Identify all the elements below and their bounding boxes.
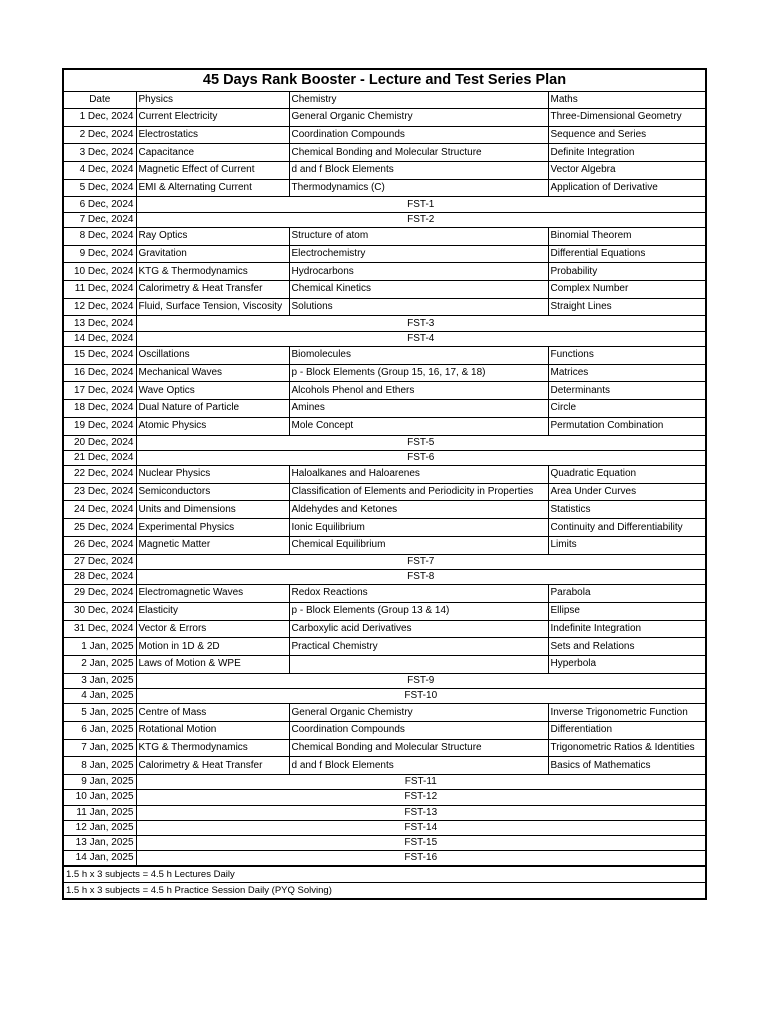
test-cell: FST-1 bbox=[136, 197, 706, 212]
test-cell: FST-3 bbox=[136, 316, 706, 331]
physics-cell: Centre of Mass bbox=[136, 704, 289, 722]
table-row bbox=[63, 554, 706, 569]
test-cell: FST-11 bbox=[136, 774, 706, 789]
title-row bbox=[63, 69, 706, 92]
table-row bbox=[63, 501, 706, 519]
maths-cell: Indefinite Integration bbox=[548, 620, 706, 638]
table-row bbox=[63, 638, 706, 656]
header-row bbox=[63, 92, 706, 109]
maths-cell: Straight Lines bbox=[548, 298, 706, 316]
date-cell: 5 Dec, 2024 bbox=[63, 179, 136, 197]
date-cell: 25 Dec, 2024 bbox=[63, 519, 136, 537]
table-row bbox=[63, 162, 706, 180]
table-row bbox=[63, 569, 706, 584]
chemistry-cell: Chemical Bonding and Molecular Structure bbox=[289, 739, 548, 757]
chemistry-cell: Biomolecules bbox=[289, 347, 548, 365]
table-title: 45 Days Rank Booster - Lecture and Test Series Plan bbox=[63, 69, 706, 92]
maths-cell: Inverse Trigonometric Function bbox=[548, 704, 706, 722]
date-cell: 4 Jan, 2025 bbox=[63, 688, 136, 703]
date-cell: 1 Dec, 2024 bbox=[63, 109, 136, 127]
maths-cell: Circle bbox=[548, 400, 706, 418]
table-row bbox=[63, 483, 706, 501]
physics-cell: Nuclear Physics bbox=[136, 466, 289, 484]
table-row bbox=[63, 245, 706, 263]
physics-cell: Vector & Errors bbox=[136, 620, 289, 638]
chemistry-cell: Coordination Compounds bbox=[289, 721, 548, 739]
date-cell: 26 Dec, 2024 bbox=[63, 536, 136, 554]
date-cell: 6 Jan, 2025 bbox=[63, 721, 136, 739]
table-row bbox=[63, 585, 706, 603]
maths-cell: Binomial Theorem bbox=[548, 228, 706, 246]
date-cell: 20 Dec, 2024 bbox=[63, 435, 136, 450]
date-cell: 8 Dec, 2024 bbox=[63, 228, 136, 246]
header-date: Date bbox=[63, 92, 136, 109]
date-cell: 3 Jan, 2025 bbox=[63, 673, 136, 688]
test-cell: FST-4 bbox=[136, 331, 706, 346]
footer-row bbox=[63, 883, 706, 900]
physics-cell: Wave Optics bbox=[136, 382, 289, 400]
date-cell: 5 Jan, 2025 bbox=[63, 704, 136, 722]
chemistry-cell: Practical Chemistry bbox=[289, 638, 548, 656]
table-row bbox=[63, 228, 706, 246]
table-row bbox=[63, 790, 706, 805]
physics-cell: Magnetic Effect of Current bbox=[136, 162, 289, 180]
date-cell: 19 Dec, 2024 bbox=[63, 417, 136, 435]
test-cell: FST-2 bbox=[136, 212, 706, 227]
date-cell: 14 Dec, 2024 bbox=[63, 331, 136, 346]
table-row bbox=[63, 655, 706, 673]
test-cell: FST-7 bbox=[136, 554, 706, 569]
date-cell: 6 Dec, 2024 bbox=[63, 197, 136, 212]
chemistry-cell: Chemical Kinetics bbox=[289, 281, 548, 299]
physics-cell: Dual Nature of Particle bbox=[136, 400, 289, 418]
maths-cell: Area Under Curves bbox=[548, 483, 706, 501]
table-row bbox=[63, 298, 706, 316]
physics-cell: Calorimetry & Heat Transfer bbox=[136, 757, 289, 775]
chemistry-cell: Amines bbox=[289, 400, 548, 418]
physics-cell: Motion in 1D & 2D bbox=[136, 638, 289, 656]
chemistry-cell: Hydrocarbons bbox=[289, 263, 548, 281]
table-row bbox=[63, 536, 706, 554]
physics-cell: Rotational Motion bbox=[136, 721, 289, 739]
maths-cell: Functions bbox=[548, 347, 706, 365]
table-row bbox=[63, 263, 706, 281]
table-row bbox=[63, 704, 706, 722]
maths-cell: Quadratic Equation bbox=[548, 466, 706, 484]
table-row bbox=[63, 126, 706, 144]
physics-cell: Oscillations bbox=[136, 347, 289, 365]
chemistry-cell: Structure of atom bbox=[289, 228, 548, 246]
date-cell: 2 Jan, 2025 bbox=[63, 655, 136, 673]
date-cell: 29 Dec, 2024 bbox=[63, 585, 136, 603]
chemistry-cell: p - Block Elements (Group 15, 16, 17, & 18) bbox=[289, 364, 548, 382]
table-row bbox=[63, 673, 706, 688]
chemistry-cell: d and f Block Elements bbox=[289, 162, 548, 180]
date-cell: 28 Dec, 2024 bbox=[63, 569, 136, 584]
date-cell: 3 Dec, 2024 bbox=[63, 144, 136, 162]
chemistry-cell: Thermodynamics (C) bbox=[289, 179, 548, 197]
table-row bbox=[63, 820, 706, 835]
maths-cell: Permutation Combination bbox=[548, 417, 706, 435]
chemistry-cell: Solutions bbox=[289, 298, 548, 316]
chemistry-cell: d and f Block Elements bbox=[289, 757, 548, 775]
table-row bbox=[63, 757, 706, 775]
maths-cell: Definite Integration bbox=[548, 144, 706, 162]
maths-cell: Application of Derivative bbox=[548, 179, 706, 197]
table-row bbox=[63, 417, 706, 435]
table-row bbox=[63, 721, 706, 739]
table-row bbox=[63, 197, 706, 212]
maths-cell: Probability bbox=[548, 263, 706, 281]
physics-cell: KTG & Thermodynamics bbox=[136, 739, 289, 757]
test-cell: FST-10 bbox=[136, 688, 706, 703]
physics-cell: Electromagnetic Waves bbox=[136, 585, 289, 603]
physics-cell: Fluid, Surface Tension, Viscosity bbox=[136, 298, 289, 316]
table-row bbox=[63, 331, 706, 346]
chemistry-cell: Mole Concept bbox=[289, 417, 548, 435]
table-row bbox=[63, 450, 706, 465]
table-row bbox=[63, 805, 706, 820]
chemistry-cell: Electrochemistry bbox=[289, 245, 548, 263]
date-cell: 22 Dec, 2024 bbox=[63, 466, 136, 484]
date-cell: 10 Dec, 2024 bbox=[63, 263, 136, 281]
maths-cell: Sequence and Series bbox=[548, 126, 706, 144]
date-cell: 12 Dec, 2024 bbox=[63, 298, 136, 316]
date-cell: 8 Jan, 2025 bbox=[63, 757, 136, 775]
table-row bbox=[63, 519, 706, 537]
table-row bbox=[63, 400, 706, 418]
maths-cell: Limits bbox=[548, 536, 706, 554]
maths-cell: Complex Number bbox=[548, 281, 706, 299]
chemistry-cell: Chemical Bonding and Molecular Structure bbox=[289, 144, 548, 162]
table-row bbox=[63, 347, 706, 365]
table-row bbox=[63, 435, 706, 450]
table-row bbox=[63, 212, 706, 227]
date-cell: 10 Jan, 2025 bbox=[63, 790, 136, 805]
physics-cell: Ray Optics bbox=[136, 228, 289, 246]
maths-cell: Determinants bbox=[548, 382, 706, 400]
header-maths: Maths bbox=[548, 92, 706, 109]
table-row bbox=[63, 281, 706, 299]
date-cell: 15 Dec, 2024 bbox=[63, 347, 136, 365]
table-row bbox=[63, 179, 706, 197]
test-cell: FST-6 bbox=[136, 450, 706, 465]
table-row bbox=[63, 602, 706, 620]
maths-cell: Ellipse bbox=[548, 602, 706, 620]
table-row bbox=[63, 466, 706, 484]
physics-cell: Elasticity bbox=[136, 602, 289, 620]
table-row bbox=[63, 688, 706, 703]
chemistry-cell: General Organic Chemistry bbox=[289, 704, 548, 722]
table-row bbox=[63, 144, 706, 162]
chemistry-cell: Chemical Equilibrium bbox=[289, 536, 548, 554]
date-cell: 7 Dec, 2024 bbox=[63, 212, 136, 227]
chemistry-cell: Coordination Compounds bbox=[289, 126, 548, 144]
test-cell: FST-12 bbox=[136, 790, 706, 805]
date-cell: 12 Jan, 2025 bbox=[63, 820, 136, 835]
schedule-table bbox=[62, 68, 707, 900]
footer-row bbox=[63, 866, 706, 883]
physics-cell: Mechanical Waves bbox=[136, 364, 289, 382]
table-row bbox=[63, 774, 706, 789]
physics-cell: Calorimetry & Heat Transfer bbox=[136, 281, 289, 299]
physics-cell: KTG & Thermodynamics bbox=[136, 263, 289, 281]
chemistry-cell: Haloalkanes and Haloarenes bbox=[289, 466, 548, 484]
date-cell: 4 Dec, 2024 bbox=[63, 162, 136, 180]
chemistry-cell: Carboxylic acid Derivatives bbox=[289, 620, 548, 638]
chemistry-cell: Redox Reactions bbox=[289, 585, 548, 603]
chemistry-cell: Aldehydes and Ketones bbox=[289, 501, 548, 519]
date-cell: 16 Dec, 2024 bbox=[63, 364, 136, 382]
header-physics: Physics bbox=[136, 92, 289, 109]
date-cell: 11 Jan, 2025 bbox=[63, 805, 136, 820]
maths-cell: Trigonometric Ratios & Identities bbox=[548, 739, 706, 757]
physics-cell: EMI & Alternating Current bbox=[136, 179, 289, 197]
date-cell: 21 Dec, 2024 bbox=[63, 450, 136, 465]
date-cell: 1 Jan, 2025 bbox=[63, 638, 136, 656]
table-row bbox=[63, 109, 706, 127]
header-chemistry: Chemistry bbox=[289, 92, 548, 109]
physics-cell: Units and Dimensions bbox=[136, 501, 289, 519]
date-cell: 13 Jan, 2025 bbox=[63, 836, 136, 851]
date-cell: 9 Jan, 2025 bbox=[63, 774, 136, 789]
maths-cell: Differential Equations bbox=[548, 245, 706, 263]
physics-cell: Current Electricity bbox=[136, 109, 289, 127]
test-cell: FST-5 bbox=[136, 435, 706, 450]
chemistry-cell: Alcohols Phenol and Ethers bbox=[289, 382, 548, 400]
test-cell: FST-14 bbox=[136, 820, 706, 835]
chemistry-cell: General Organic Chemistry bbox=[289, 109, 548, 127]
test-cell: FST-16 bbox=[136, 851, 706, 866]
date-cell: 31 Dec, 2024 bbox=[63, 620, 136, 638]
chemistry-cell: Classification of Elements and Periodicity in Properties bbox=[289, 483, 548, 501]
physics-cell: Laws of Motion & WPE bbox=[136, 655, 289, 673]
maths-cell: Sets and Relations bbox=[548, 638, 706, 656]
maths-cell: Parabola bbox=[548, 585, 706, 603]
date-cell: 13 Dec, 2024 bbox=[63, 316, 136, 331]
maths-cell: Vector Algebra bbox=[548, 162, 706, 180]
physics-cell: Atomic Physics bbox=[136, 417, 289, 435]
maths-cell: Statistics bbox=[548, 501, 706, 519]
maths-cell: Differentiation bbox=[548, 721, 706, 739]
test-cell: FST-9 bbox=[136, 673, 706, 688]
maths-cell: Hyperbola bbox=[548, 655, 706, 673]
test-cell: FST-8 bbox=[136, 569, 706, 584]
test-cell: FST-15 bbox=[136, 836, 706, 851]
test-cell: FST-13 bbox=[136, 805, 706, 820]
date-cell: 17 Dec, 2024 bbox=[63, 382, 136, 400]
date-cell: 2 Dec, 2024 bbox=[63, 126, 136, 144]
maths-cell: Continuity and Differentiability bbox=[548, 519, 706, 537]
chemistry-cell: p - Block Elements (Group 13 & 14) bbox=[289, 602, 548, 620]
maths-cell: Three-Dimensional Geometry bbox=[548, 109, 706, 127]
date-cell: 7 Jan, 2025 bbox=[63, 739, 136, 757]
table-row bbox=[63, 851, 706, 866]
physics-cell: Experimental Physics bbox=[136, 519, 289, 537]
table-row bbox=[63, 836, 706, 851]
physics-cell: Electrostatics bbox=[136, 126, 289, 144]
table-row bbox=[63, 382, 706, 400]
physics-cell: Capacitance bbox=[136, 144, 289, 162]
date-cell: 11 Dec, 2024 bbox=[63, 281, 136, 299]
maths-cell: Matrices bbox=[548, 364, 706, 382]
date-cell: 30 Dec, 2024 bbox=[63, 602, 136, 620]
date-cell: 18 Dec, 2024 bbox=[63, 400, 136, 418]
chemistry-cell: Ionic Equilibrium bbox=[289, 519, 548, 537]
table-row bbox=[63, 739, 706, 757]
table-row bbox=[63, 620, 706, 638]
date-cell: 14 Jan, 2025 bbox=[63, 851, 136, 866]
maths-cell: Basics of Mathematics bbox=[548, 757, 706, 775]
date-cell: 24 Dec, 2024 bbox=[63, 501, 136, 519]
schedule-rows bbox=[63, 109, 706, 867]
physics-cell: Magnetic Matter bbox=[136, 536, 289, 554]
date-cell: 23 Dec, 2024 bbox=[63, 483, 136, 501]
footer-note-lectures: 1.5 h x 3 subjects = 4.5 h Lectures Daily bbox=[63, 866, 706, 883]
date-cell: 27 Dec, 2024 bbox=[63, 554, 136, 569]
physics-cell: Gravitation bbox=[136, 245, 289, 263]
date-cell: 9 Dec, 2024 bbox=[63, 245, 136, 263]
table-row bbox=[63, 316, 706, 331]
table-row bbox=[63, 364, 706, 382]
chemistry-cell bbox=[289, 655, 548, 673]
footer-note-practice: 1.5 h x 3 subjects = 4.5 h Practice Session Daily (PYQ Solving) bbox=[63, 883, 706, 900]
physics-cell: Semiconductors bbox=[136, 483, 289, 501]
